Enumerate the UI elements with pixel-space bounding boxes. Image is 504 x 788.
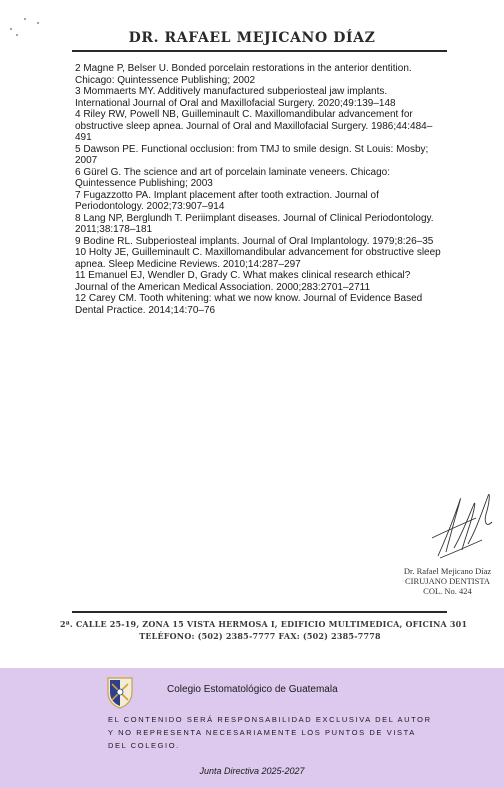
reference-line: 11 Emanuel EJ, Wendler D, Grady C. What makes clinical research ethical? bbox=[75, 270, 411, 281]
college-name: Colegio Estomatológico de Guatemala bbox=[167, 684, 338, 695]
reference-item bbox=[75, 236, 445, 248]
college-crest-icon bbox=[104, 676, 136, 710]
phone-fax-line: TELÉFONO: (502) 2385-7777 FAX: (502) 2385-7778 bbox=[139, 631, 381, 641]
doctor-name-heading: DR. RAFAEL MEJICANO DÍAZ bbox=[128, 30, 376, 46]
disclaimer-text bbox=[108, 713, 432, 752]
office-address bbox=[60, 618, 468, 642]
reference-line: International Journal of Oral and Maxillofacial Surgery. 2020;49:139–148 bbox=[75, 97, 396, 109]
reference-item bbox=[75, 247, 445, 270]
reference-line: 4 Riley RW, Powell NB, Guilleminault C. Maxillomandibular advancement for bbox=[75, 109, 413, 120]
reference-item bbox=[75, 144, 445, 167]
reference-line: Journal of the American Medical Association. 2000;283:2701–2711 bbox=[75, 281, 371, 293]
college-footer-band bbox=[0, 668, 504, 788]
disclaimer-line: DEL COLEGIO. bbox=[108, 741, 180, 750]
reference-line: 12 Carey CM. Tooth whitening: what we now know. Journal of Evidence Based bbox=[75, 293, 423, 304]
reference-line: apnea. Sleep Medicine Reviews. 2010;14:287–297 bbox=[75, 258, 301, 270]
reference-item bbox=[75, 167, 445, 190]
reference-line: 10 Holty JE, Guilleminault C. Maxillomandibular advancement for obstructive sleep bbox=[75, 247, 441, 258]
reference-line: Quintessence Publishing; 2003 bbox=[75, 178, 213, 189]
reference-line: 5 Dawson PE. Functional occlusion: from TMJ to smile design. St Louis: Mosby; bbox=[75, 143, 429, 155]
reference-item bbox=[75, 86, 445, 109]
reference-item bbox=[75, 109, 445, 144]
reference-line: 8 Lang NP, Berglundh T. Periimplant diseases. Journal of Clinical Periodontology. bbox=[75, 212, 434, 224]
reference-line: 2011;38:178–181 bbox=[75, 224, 153, 235]
signature-block bbox=[400, 566, 495, 596]
reference-item bbox=[75, 213, 445, 236]
reference-line: obstructive sleep apnea. Journal of Oral and Maxillofacial Surgery. 1986;44:484– bbox=[75, 120, 433, 132]
reference-line: 2 Magne P, Belser U. Bonded porcelain restorations in the anterior dentition. bbox=[75, 63, 412, 74]
reference-item bbox=[75, 190, 445, 213]
reference-line: 3 Mommaerts MY. Additively manufactured subperiosteal jaw implants. bbox=[75, 86, 388, 97]
signer-license: COL. No. 424 bbox=[423, 586, 472, 596]
handwritten-signature bbox=[424, 478, 504, 568]
reference-list bbox=[75, 63, 445, 316]
reference-line: 491 bbox=[75, 132, 92, 143]
signer-role: CIRUJANO DENTISTA bbox=[404, 576, 491, 586]
reference-line: 6 Gürel G. The science and art of porcelain laminate veneers. Chicago: bbox=[75, 166, 390, 178]
reference-line: Chicago: Quintessence Publishing; 2002 bbox=[75, 74, 256, 86]
reference-line: 9 Bodine RL. Subperiosteal implants. Journal of Oral Implantology. 1979;8:26–35 bbox=[75, 235, 434, 247]
address-divider bbox=[72, 611, 447, 613]
board-period: Junta Directiva 2025-2027 bbox=[199, 766, 305, 776]
reference-item bbox=[75, 293, 445, 316]
reference-item bbox=[75, 63, 445, 86]
disclaimer-line: EL CONTENIDO SERÁ RESPONSABILIDAD EXCLUSIVA DEL AUTOR bbox=[108, 715, 432, 724]
reference-item bbox=[75, 270, 445, 293]
reference-line: Periodontology. 2002;73:907–914 bbox=[75, 201, 225, 212]
reference-line: Dental Practice. 2014;14:70–76 bbox=[75, 304, 216, 316]
reference-line: 7 Fugazzotto PA. Implant placement after tooth extraction. Journal of bbox=[75, 189, 379, 201]
reference-line: 2007 bbox=[75, 155, 98, 166]
signer-name: Dr. Rafael Mejicano Díaz bbox=[403, 566, 492, 576]
disclaimer-line: Y NO REPRESENTA NECESARIAMENTE LOS PUNTOS DE VISTA bbox=[108, 728, 416, 737]
address-line: 2ª. CALLE 25-19, ZONA 15 VISTA HERMOSA I, EDIFICIO MULTIMEDICA, OFICINA 301 bbox=[60, 619, 468, 629]
header-divider bbox=[72, 50, 447, 52]
